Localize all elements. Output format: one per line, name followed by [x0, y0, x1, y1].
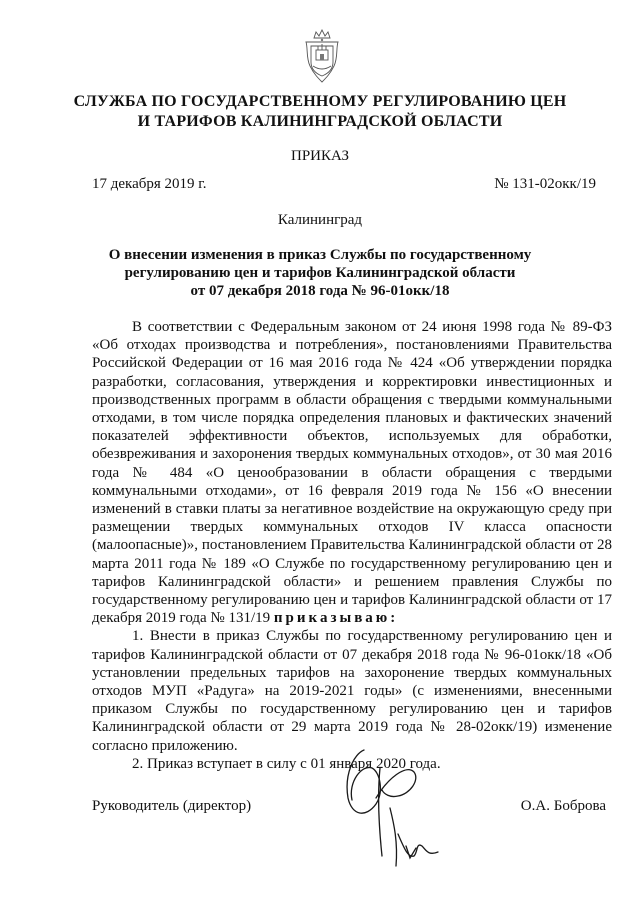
signatory-name: О.А. Боброва	[520, 798, 606, 814]
document-number: № 131-02окк/19	[494, 176, 596, 192]
handwritten-signature	[318, 738, 448, 888]
body-paragraph-item2: 2. Приказ вступает в силу с 01 января 2020 года.	[132, 755, 441, 772]
document-type: ПРИКАЗ	[291, 148, 349, 164]
document-city: Калининград	[277, 212, 363, 228]
document-subject	[100, 246, 540, 300]
signatory-title: Руководитель (директор)	[92, 798, 252, 814]
subject-line2: регулированию цен и тарифов Калининградской области	[124, 265, 516, 281]
subject-line1: О внесении изменения в приказ Службы по государственному	[108, 247, 532, 263]
body-paragraph-preamble	[92, 318, 612, 627]
order-word: приказываю:	[273, 610, 399, 627]
subject-line3: от 07 декабря 2018 года № 96-01окк/18	[190, 283, 450, 299]
document-body	[92, 318, 612, 773]
coat-of-arms-emblem	[300, 28, 344, 84]
document-date: 17 декабря 2019 г.	[92, 176, 207, 192]
agency-name-line2: И ТАРИФОВ КАЛИНИНГРАДСКОЙ ОБЛАСТИ	[137, 113, 503, 130]
preamble-text: В соответствии с Федеральным законом от 24 июня 1998 года № 89-ФЗ «Об отходах производства и потребления», постановлениями Правительства Российской Федерации от 16 мая 2016 года № 424 «Об утверждении порядка разработки, согласования, утверждения и корректировки инвестиционных и производственных программ в области обращения с твердыми коммунальными отходами, в том числе порядка определения плановых и фактических значений показателей эффективности объектов, используемых для обработки, обезвреживания и захоронения твердых коммунальных отходов», от 30 мая 2016 года № 484 «О ценообразовании в области обращения с твердыми коммунальными отходами», от 16 февраля 2019 года № 156 «О внесении изменений в ставки платы за негативное воздействие на окружающую среду при размещении твердых коммунальных отходов IV класса опасности (малоопасные)», постановлением Правительства Калининградской области от 28 марта 2011 года № 189 «О Службе по государственному регулированию цен и тарифов Калининградской области» и решением правления Службы по государственному регулированию цен и тарифов Калининградской области от 17 декабря 2019 года № 131/19	[92, 319, 612, 627]
body-paragraph-item1: 1. Внести в приказ Службы по государственному регулированию цен и тарифов Калининградской области от 07 декабря 2018 года № 96-01окк/18 «Об установлении предельных тарифов на захоронение твердых коммунальных отходов МУП «Радуга» на 2019-2021 годы» (с изменениями, внесенными приказом Службы по государственному регулированию цен и тарифов Калининградской области от 29 марта 2019 года № 28-02окк/19) изменение согласно приложению.	[92, 628, 612, 754]
agency-name-line1: СЛУЖБА ПО ГОСУДАРСТВЕННОМУ РЕГУЛИРОВАНИЮ ЦЕН	[73, 93, 567, 110]
